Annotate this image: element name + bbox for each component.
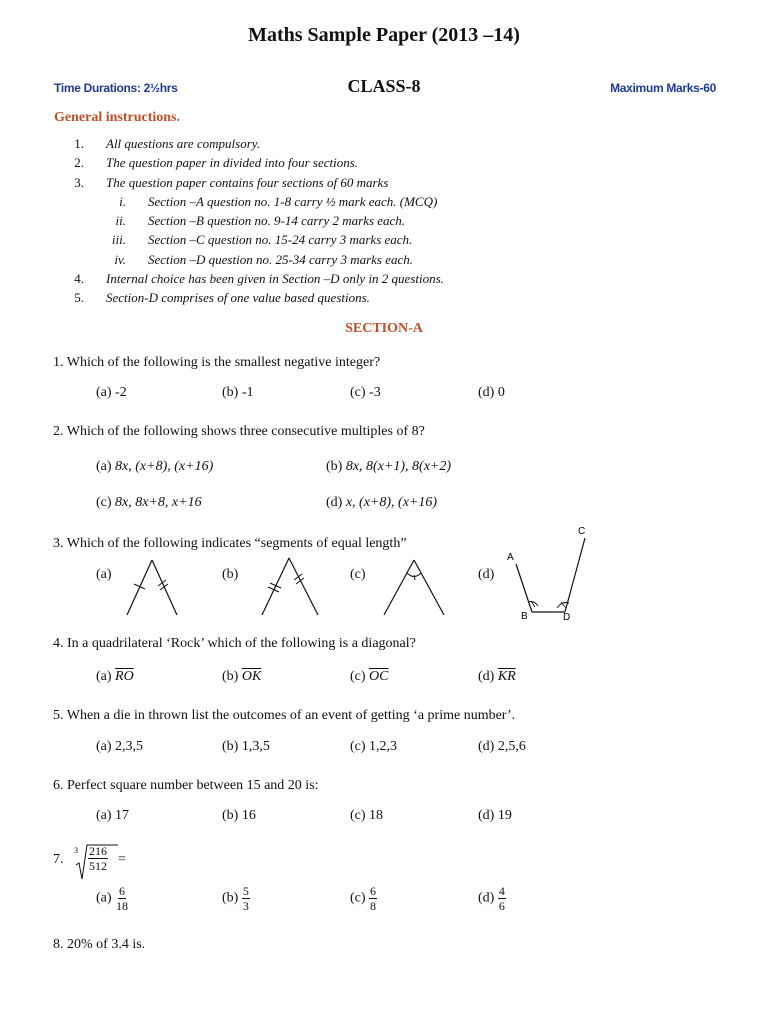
point-d-label: D xyxy=(563,612,571,623)
q7-option-b: (b) $\frac{5}{3}$ xyxy=(222,884,249,913)
q3-figure-d xyxy=(505,524,595,624)
q3-option-b: (b) xyxy=(222,567,239,582)
q3-figure-b xyxy=(254,556,324,618)
question-7-number: 7. xyxy=(53,852,64,867)
q3-figure-a xyxy=(120,558,185,618)
q5-option-d: (d) 2,5,6 xyxy=(478,739,526,754)
maximum-marks: Maximum Marks-60 xyxy=(610,81,716,95)
instruction-subitem: ii. Section –B question no. 9-14 carry 2 marks each. xyxy=(115,213,406,228)
question-6: 6. Perfect square number between 15 and 20 is: xyxy=(53,778,319,793)
q3-option-d: (d) xyxy=(478,567,495,582)
q7-option-c: (c) $\frac{6}{8}$ xyxy=(350,884,377,913)
instruction-item: 4. Internal choice has been given in Section –D only in 2 questions. xyxy=(74,271,444,286)
point-b-label: B xyxy=(521,611,528,622)
q4-option-a: (a) $\overline{RO}$ xyxy=(96,669,134,684)
q5-option-a: (a) 2,3,5 xyxy=(96,739,144,754)
q5-option-b: (b) 1,3,5 xyxy=(222,739,270,754)
q6-option-a: (a) 17 xyxy=(96,808,130,823)
point-c-label: C xyxy=(578,526,586,537)
instruction-subitem: iii. Section –C question no. 15-24 carry 3 marks each. xyxy=(111,232,413,247)
question-4: 4. In a quadrilateral ‘Rock’ which of the following is a diagonal? xyxy=(53,636,416,651)
q4-option-c: (c) $\overline{OC}$ xyxy=(350,669,389,684)
q1-option-a: (a) -2 xyxy=(96,385,127,400)
q3-option-c: (c) xyxy=(350,567,366,582)
q7-option-d: (d) $\frac{4}{6}$ xyxy=(478,884,505,913)
section-a-heading: SECTION-A xyxy=(345,321,423,336)
q7-option-a: (a) $\frac{6}{18}$ xyxy=(96,884,129,913)
question-2: 2. Which of the following shows three consecutive multiples of 8? xyxy=(53,424,425,439)
question-5: 5. When a die in thrown list the outcomes of an event of getting ‘a prime number’. xyxy=(53,708,516,723)
instructions-heading: General instructions. xyxy=(54,110,180,125)
class-heading: CLASS-8 xyxy=(347,76,421,96)
q1-option-c: (c) -3 xyxy=(350,385,381,400)
q6-option-d: (d) 19 xyxy=(478,808,512,823)
q6-option-b: (b) 16 xyxy=(222,808,256,823)
q1-option-d: (d) 0 xyxy=(478,385,505,400)
question-8: 8. 20% of 3.4 is. xyxy=(53,937,146,952)
q2-option-b: (b) 8x, 8(x+1), 8(x+2) xyxy=(326,459,452,474)
q2-option-d: (d) x, (x+8), (x+16) xyxy=(326,495,438,510)
instruction-subitem: i. Section –A question no. 1-8 carry ½ mark each. (MCQ) xyxy=(119,194,438,209)
instruction-item: 5. Section-D comprises of one value based questions. xyxy=(74,290,370,305)
q1-option-b: (b) -1 xyxy=(222,385,254,400)
svg-text:3: 3 xyxy=(74,846,78,855)
q5-option-c: (c) 1,2,3 xyxy=(350,739,398,754)
q7-fraction: $\frac{216}{512}$ xyxy=(89,844,107,873)
q6-option-c: (c) 18 xyxy=(350,808,384,823)
instruction-item: 2. The question paper in divided into four sections. xyxy=(74,155,359,170)
q2-option-c: (c) 8x, 8x+8, x+16 xyxy=(96,495,202,510)
q2-option-a: (a) 8x, (x+8), (x+16) xyxy=(96,459,214,474)
q3-figure-c xyxy=(380,558,450,618)
instruction-item: 3. The question paper contains four sections of 60 marks xyxy=(74,175,389,190)
instruction-subitem: iv. Section –D question no. 25-34 carry 3 marks each. xyxy=(114,252,414,267)
time-duration: Time Durations: 2½hrs xyxy=(54,81,178,95)
instruction-item: 1. All questions are compulsory. xyxy=(74,136,261,151)
question-3: 3. Which of the following indicates “segments of equal length” xyxy=(53,536,407,551)
question-1: 1. Which of the following is the smallest negative integer? xyxy=(53,355,381,370)
q4-option-d: (d) $\overline{KR}$ xyxy=(478,669,516,684)
point-a-label: A xyxy=(507,552,514,563)
page-title: Maths Sample Paper (2013 –14) xyxy=(248,24,520,46)
q3-option-a: (a) xyxy=(96,567,112,582)
q4-option-b: (b) $\overline{OK}$ xyxy=(222,669,262,684)
